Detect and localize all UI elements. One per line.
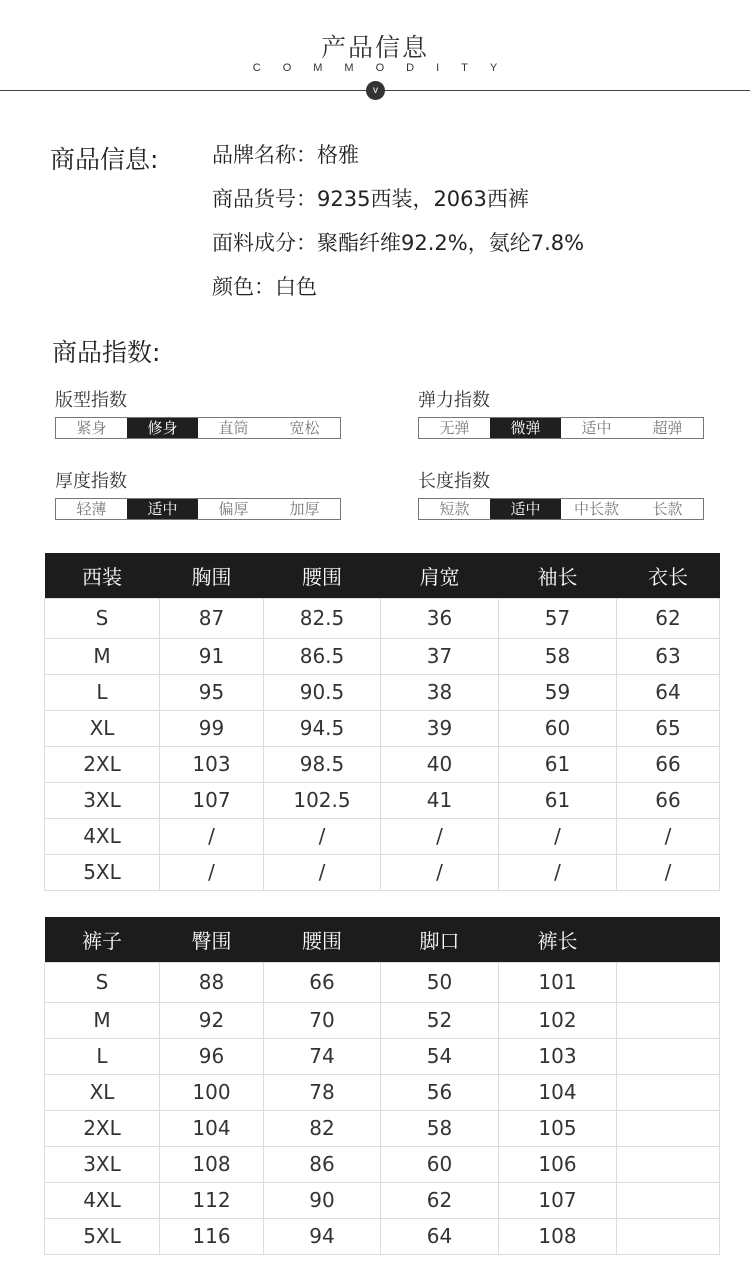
table-cell: 66 <box>617 782 720 818</box>
table-cell: XL <box>45 1074 160 1110</box>
table-cell: 60 <box>381 1146 499 1182</box>
table-cell: 63 <box>617 638 720 674</box>
column-header: 裤子 <box>45 917 160 962</box>
table-row <box>45 1074 720 1110</box>
index-option: 短款 <box>439 500 470 518</box>
table-cell: 91 <box>160 638 264 674</box>
table-cell: 57 <box>499 598 617 638</box>
table-cell: / <box>617 854 720 890</box>
table-cell: 61 <box>499 782 617 818</box>
column-header <box>617 917 720 962</box>
table-cell: / <box>264 818 381 854</box>
index-scale <box>418 417 704 439</box>
table-cell: 66 <box>617 746 720 782</box>
table-cell: S <box>45 598 160 638</box>
table-cell: 90.5 <box>264 674 381 710</box>
table-cell: 5XL <box>45 1218 160 1254</box>
table-cell: 88 <box>160 962 264 1002</box>
table-cell: 41 <box>381 782 499 818</box>
section-title: 产品信息 <box>320 33 429 62</box>
table-cell: 87 <box>160 598 264 638</box>
index-option: 超弹 <box>652 419 683 437</box>
table-cell: 106 <box>499 1146 617 1182</box>
table-row <box>45 1038 720 1074</box>
index-option: 适中 <box>127 499 198 519</box>
index-scale <box>55 498 341 520</box>
index-option: 无弹 <box>439 419 470 437</box>
table-cell: 62 <box>617 598 720 638</box>
table-cell: L <box>45 674 160 710</box>
table-cell <box>617 1002 720 1038</box>
column-header: 腰围 <box>264 917 381 962</box>
table-cell: 103 <box>160 746 264 782</box>
table-row <box>45 598 720 638</box>
table-row <box>45 710 720 746</box>
table-cell: M <box>45 1002 160 1038</box>
product-info-label: 商品信息: <box>50 145 159 174</box>
product-index-label: 商品指数: <box>52 338 161 367</box>
column-header: 袖长 <box>499 553 617 598</box>
table-cell: 2XL <box>45 746 160 782</box>
product-info-list <box>212 140 584 316</box>
table-cell: 60 <box>499 710 617 746</box>
table-cell: 56 <box>381 1074 499 1110</box>
table-cell: 101 <box>499 962 617 1002</box>
table-cell: 96 <box>160 1038 264 1074</box>
table-header-row <box>45 553 720 598</box>
pants-size-table <box>44 917 720 1255</box>
table-cell: 108 <box>499 1218 617 1254</box>
table-cell: 78 <box>264 1074 381 1110</box>
section-header <box>0 0 750 110</box>
column-header: 西装 <box>45 553 160 598</box>
table-cell: 98.5 <box>264 746 381 782</box>
column-header: 裤长 <box>499 917 617 962</box>
table-cell: 52 <box>381 1002 499 1038</box>
table-row <box>45 1218 720 1254</box>
table-cell: 74 <box>264 1038 381 1074</box>
table-row <box>45 1002 720 1038</box>
table-cell: 65 <box>617 710 720 746</box>
table-cell: 5XL <box>45 854 160 890</box>
table-row <box>45 638 720 674</box>
stretch-index <box>418 389 708 439</box>
table-cell: / <box>264 854 381 890</box>
table-cell: 38 <box>381 674 499 710</box>
index-option: 修身 <box>127 418 198 438</box>
column-header: 肩宽 <box>381 553 499 598</box>
table-cell: 61 <box>499 746 617 782</box>
table-cell: 94 <box>264 1218 381 1254</box>
item-number-line: 商品货号：9235西装，2063西裤 <box>212 187 529 211</box>
table-row <box>45 1110 720 1146</box>
index-option: 轻薄 <box>76 500 107 518</box>
table-cell <box>617 1218 720 1254</box>
index-option: 长款 <box>652 500 683 518</box>
fabric-line: 面料成分：聚酯纤维92.2%，氨纶7.8% <box>212 231 585 255</box>
section-subtitle: COMMODITY <box>252 62 520 74</box>
table-cell: 66 <box>264 962 381 1002</box>
table-cell <box>617 1038 720 1074</box>
index-scale <box>55 417 341 439</box>
table-cell <box>617 1110 720 1146</box>
table-cell: 62 <box>381 1182 499 1218</box>
index-option: 直筒 <box>218 419 249 437</box>
table-cell: XL <box>45 710 160 746</box>
index-title: 版型指数 <box>55 390 127 411</box>
table-cell: 102.5 <box>264 782 381 818</box>
table-cell: 36 <box>381 598 499 638</box>
index-title: 弹力指数 <box>418 390 490 411</box>
chevron-down-icon: v <box>366 81 385 100</box>
color-line: 颜色：白色 <box>212 275 317 299</box>
table-cell: 94.5 <box>264 710 381 746</box>
table-cell: S <box>45 962 160 1002</box>
index-option: 宽松 <box>289 419 320 437</box>
table-cell: 102 <box>499 1002 617 1038</box>
table-cell: 99 <box>160 710 264 746</box>
table-header-row <box>45 917 720 962</box>
table-row <box>45 818 720 854</box>
table-cell: / <box>160 818 264 854</box>
index-option: 加厚 <box>289 500 320 518</box>
table-cell: 3XL <box>45 1146 160 1182</box>
table-cell: 95 <box>160 674 264 710</box>
table-cell: 86.5 <box>264 638 381 674</box>
table-cell: 64 <box>381 1218 499 1254</box>
table-row <box>45 1146 720 1182</box>
table-cell <box>617 962 720 1002</box>
table-cell: L <box>45 1038 160 1074</box>
length-index <box>418 470 708 520</box>
index-scale <box>418 498 704 520</box>
table-cell <box>617 1182 720 1218</box>
column-header: 胸围 <box>160 553 264 598</box>
table-row <box>45 782 720 818</box>
index-option: 中长款 <box>573 500 619 518</box>
table-cell <box>617 1146 720 1182</box>
table-cell: 112 <box>160 1182 264 1218</box>
table-cell: 107 <box>160 782 264 818</box>
index-option: 紧身 <box>76 419 107 437</box>
index-title: 厚度指数 <box>55 471 127 492</box>
table-cell: 86 <box>264 1146 381 1182</box>
table-cell: / <box>617 818 720 854</box>
suit-size-table <box>44 553 720 891</box>
fit-index <box>55 389 345 439</box>
table-cell: 4XL <box>45 818 160 854</box>
column-header: 衣长 <box>617 553 720 598</box>
table-cell: 4XL <box>45 1182 160 1218</box>
table-row <box>45 746 720 782</box>
column-header: 脚口 <box>381 917 499 962</box>
table-cell: 58 <box>499 638 617 674</box>
table-cell: / <box>381 818 499 854</box>
table-cell: 90 <box>264 1182 381 1218</box>
table-cell: 54 <box>381 1038 499 1074</box>
table-cell: 82.5 <box>264 598 381 638</box>
table-cell: 107 <box>499 1182 617 1218</box>
table-cell: 59 <box>499 674 617 710</box>
table-cell: / <box>381 854 499 890</box>
column-header: 腰围 <box>264 553 381 598</box>
table-cell: 103 <box>499 1038 617 1074</box>
table-cell: 50 <box>381 962 499 1002</box>
table-cell: 2XL <box>45 1110 160 1146</box>
table-row <box>45 1182 720 1218</box>
index-option: 适中 <box>490 499 561 519</box>
table-cell: 70 <box>264 1002 381 1038</box>
table-cell: 37 <box>381 638 499 674</box>
table-cell <box>617 1074 720 1110</box>
brand-line: 品牌名称：格雅 <box>212 143 359 167</box>
table-cell: 82 <box>264 1110 381 1146</box>
table-cell: 58 <box>381 1110 499 1146</box>
index-option: 偏厚 <box>218 500 249 518</box>
table-cell: / <box>160 854 264 890</box>
table-row <box>45 962 720 1002</box>
table-row <box>45 674 720 710</box>
table-cell: 64 <box>617 674 720 710</box>
index-option: 微弹 <box>490 418 561 438</box>
table-cell: 3XL <box>45 782 160 818</box>
table-cell: 104 <box>160 1110 264 1146</box>
table-cell: 104 <box>499 1074 617 1110</box>
table-cell: 39 <box>381 710 499 746</box>
table-cell: 92 <box>160 1002 264 1038</box>
table-cell: 116 <box>160 1218 264 1254</box>
index-title: 长度指数 <box>418 471 490 492</box>
table-cell: 108 <box>160 1146 264 1182</box>
table-cell: 40 <box>381 746 499 782</box>
table-cell: / <box>499 854 617 890</box>
table-row <box>45 854 720 890</box>
table-cell: 100 <box>160 1074 264 1110</box>
index-option: 适中 <box>581 419 612 437</box>
column-header: 臀围 <box>160 917 264 962</box>
table-cell: / <box>499 818 617 854</box>
table-cell: M <box>45 638 160 674</box>
thickness-index <box>55 470 345 520</box>
table-cell: 105 <box>499 1110 617 1146</box>
